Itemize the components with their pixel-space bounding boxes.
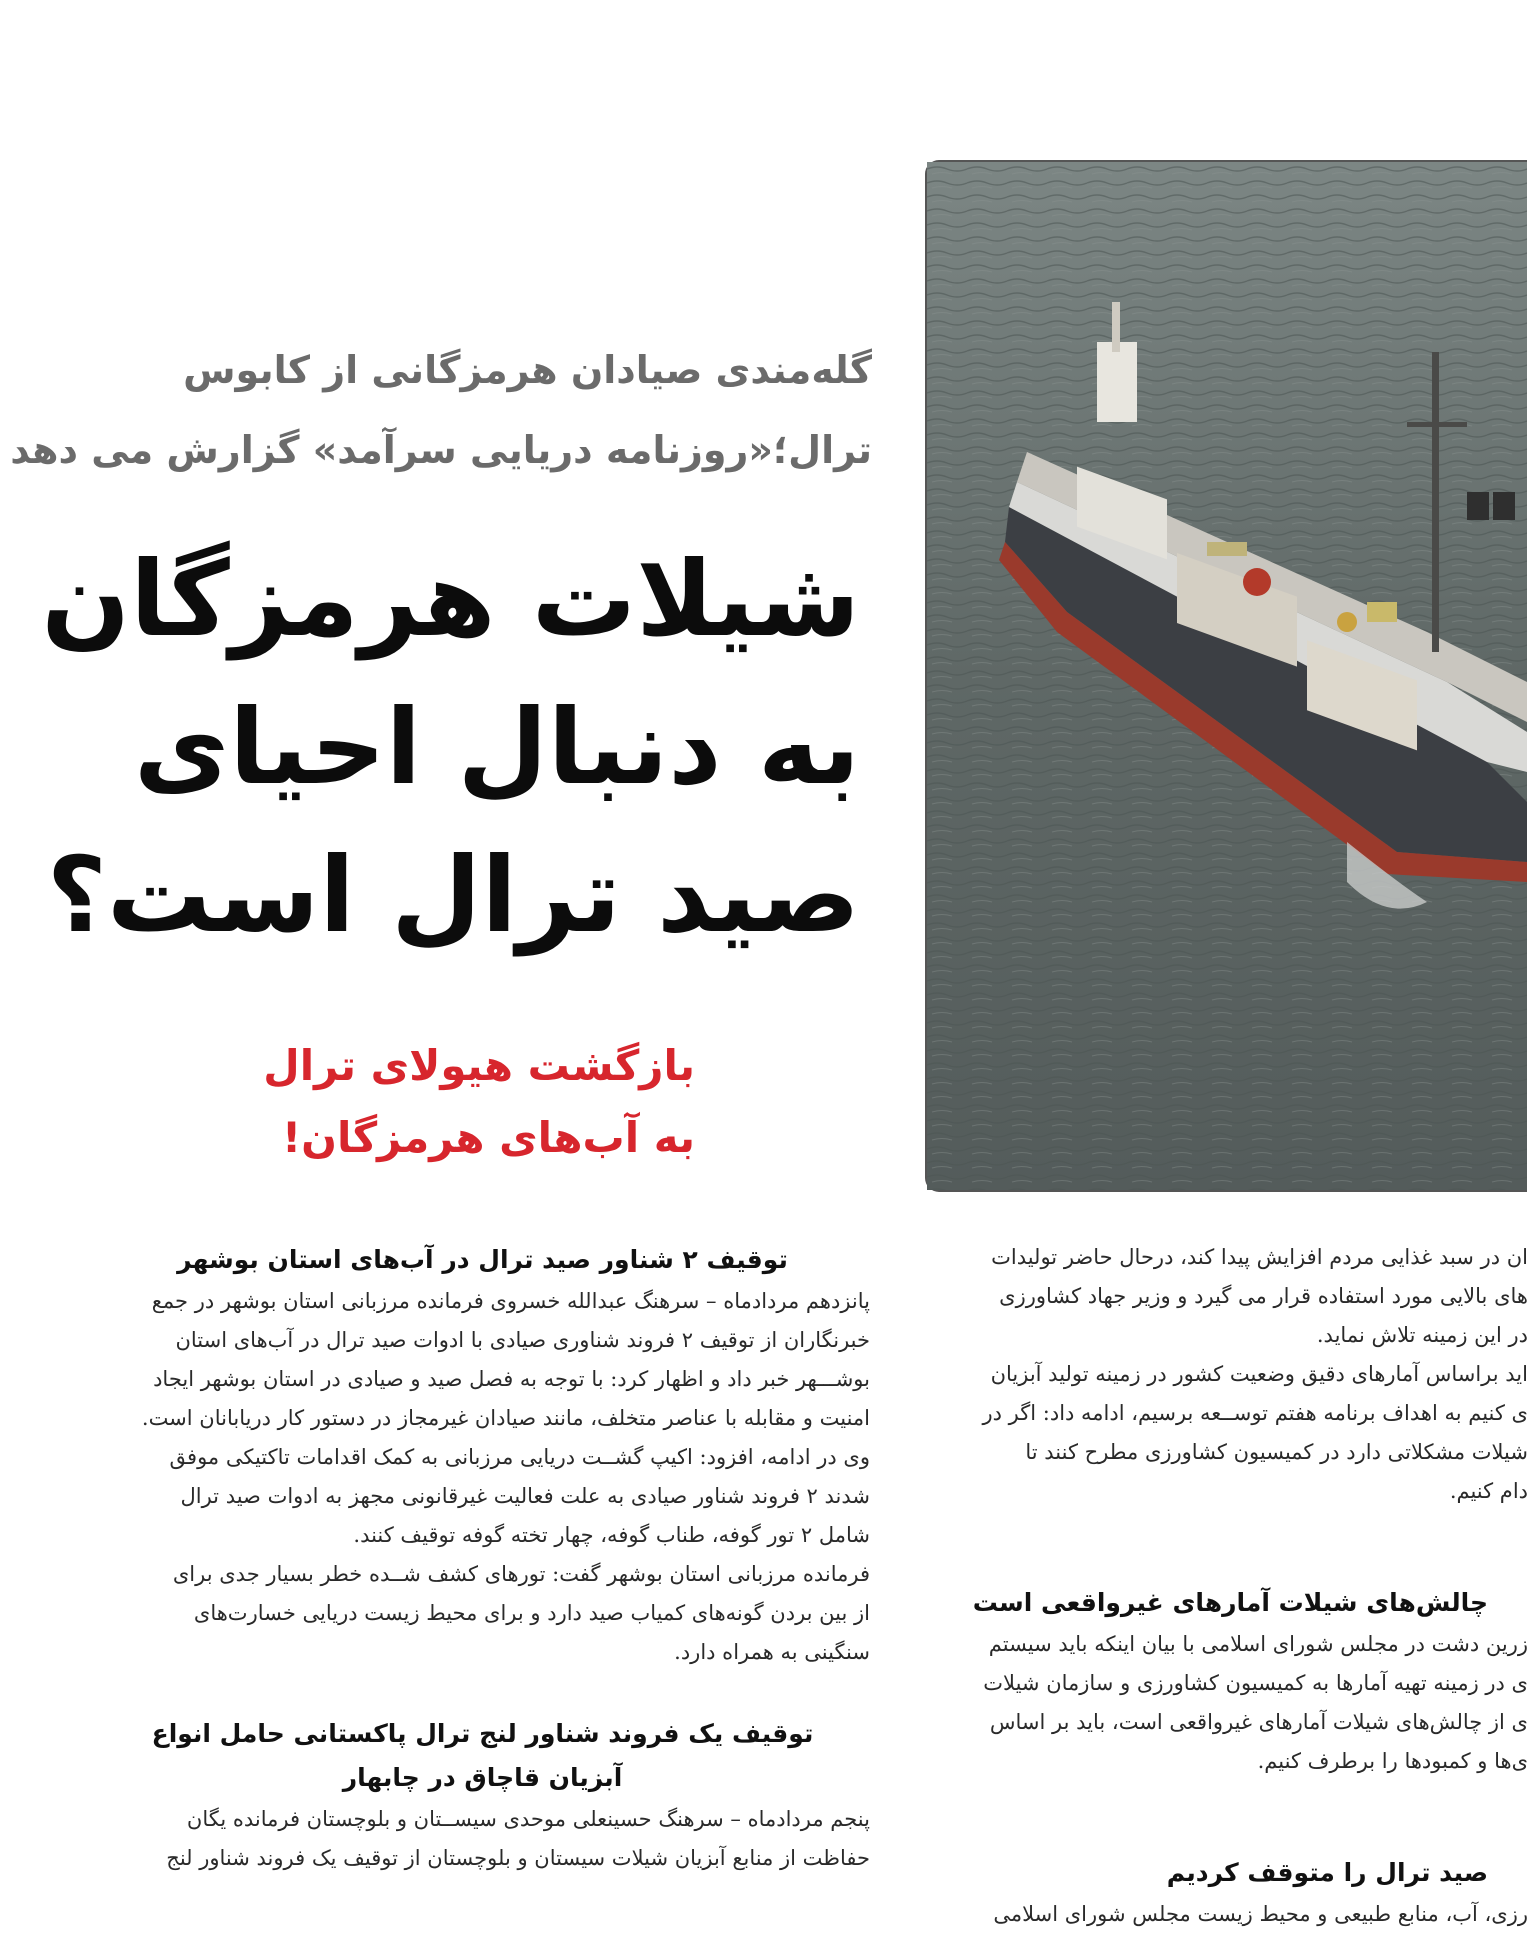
body-line: ی‌ها و کمبودها را برطرف کنیم.: [1257, 1749, 1528, 1773]
section-heading-bushehr: توقیف ۲ شناور صید ترال در آب‌های استان بوشهر: [177, 1245, 788, 1274]
body-line: خبرنگاران از توقیف ۲ فروند شناوری صیادی با ادوات صید ترال در آب‌های استان: [175, 1328, 870, 1352]
body-line: در این زمینه تلاش نماید.: [1316, 1323, 1528, 1347]
kicker-line-1: گله‌مندی صیادان هرمزگانی از کابوس: [183, 348, 872, 392]
body-line: حفاظت از منابع آبزیان شیلات سیستان و بلوچستان از توقیف یک فروند شناور لنج: [166, 1846, 870, 1870]
headline: [41, 525, 860, 969]
body-line: شامل ۲ تور گوفه، طناب گوفه، چهار تخته گوفه توقیف کنند.: [353, 1523, 870, 1547]
section-heading-chabahar-1: توقیف یک فروند شناور لنج ترال پاکستانی حامل انواع: [151, 1719, 814, 1748]
body-line: ان در سبد غذایی مردم افزایش پیدا کند، درحال حاضر تولیدات: [991, 1245, 1528, 1269]
body-line: بوشـــهر خبر داد و اظهار کرد: با توجه به فصل صید و صیادی در استان بوشهر ایجاد: [153, 1367, 870, 1391]
kicker-line-2: ترال؛«روزنامه دریایی سرآمد» گزارش می دهد: [10, 428, 872, 472]
headline-line-3: صید ترال است؟: [46, 834, 860, 956]
section-heading-chabahar-2: آبزیان قاچاق در چابهار: [342, 1763, 623, 1792]
body-line: شیلات مشکلاتی دارد در کمیسیون کشاورزی مطرح کنند تا: [1025, 1440, 1528, 1464]
body-line: از بین بردن گونه‌های کمیاب صید دارد و برای محیط زیست دریایی خسارت‌های: [193, 1601, 870, 1625]
right-column: [918, 1238, 1528, 1926]
body-line: امنیت و مقابله با عناصر متخلف، مانند صیادان غیرمجاز در دستور کار دریابانان است.: [141, 1406, 870, 1430]
subtitle-line-1: بازگشت هیولای ترال: [263, 1041, 695, 1090]
headline-line-1: شیلات هرمزگان: [41, 538, 860, 660]
trawler-photo: [925, 160, 1527, 1192]
trawler-illustration: [927, 162, 1527, 1190]
body-line: سنگینی به همراه دارد.: [674, 1640, 870, 1664]
subtitle-line-2: به آب‌های هرمزگان!: [281, 1113, 695, 1162]
body-line: اید براساس آمارهای دقیق وضعیت کشور در زمینه تولید آبزیان: [990, 1362, 1528, 1386]
body-line: زرین دشت در مجلس شورای اسلامی با بیان اینکه باید سیستم: [988, 1632, 1528, 1656]
body-line: پانزدهم مردادماه – سرهنگ عبدالله خسروی فرمانده مرزبانی استان بوشهر در جمع: [151, 1289, 870, 1313]
body-line: رزی، آب، منابع طبیعی و محیط زیست مجلس شورای اسلامی: [993, 1902, 1528, 1926]
body-line: های بالایی مورد استفاده قرار می گیرد و وزیر جهاد کشاورزی: [999, 1284, 1528, 1308]
body-line: پنجم مردادماه – سرهنگ حسینعلی موحدی سیســتان و بلوچستان فرمانده یگان: [186, 1807, 870, 1831]
headline-line-2: به دنبال احیای: [133, 686, 860, 808]
section-heading-trawl-stopped: صید ترال را متوقف کردیم: [1166, 1858, 1488, 1887]
kicker: [10, 330, 872, 490]
body-line: شدند ۲ فروند شناور صیادی به علت فعالیت غیرقانونی مجهز به ادوات صید ترال: [180, 1484, 870, 1508]
left-column: [95, 1238, 870, 1878]
body-line: دام کنیم.: [1449, 1479, 1528, 1503]
body-line: ی از چالش‌های شیلات آمارهای غیرواقعی است، باید بر اساس: [989, 1710, 1528, 1734]
body-line: ی کنیم به اهداف برنامه هفتم توســعه برسیم، ادامه داد: اگر در: [982, 1401, 1528, 1425]
body-line: ی در زمینه تهیه آمارها به کمیسیون کشاورزی و سازمان شیلات: [983, 1671, 1528, 1695]
body-line: وی در ادامه، افزود: اکیپ گشــت دریایی مرزبانی به کمک اقدامات تاکتیکی موفق: [169, 1445, 870, 1469]
section-heading-statistics: چالش‌های شیلات آمارهای غیرواقعی است: [972, 1588, 1488, 1617]
body-line: فرمانده مرزبانی استان بوشهر گفت: تورهای کشف شــده خطر بسیار جدی برای: [172, 1562, 870, 1586]
subtitle: [95, 1030, 695, 1174]
